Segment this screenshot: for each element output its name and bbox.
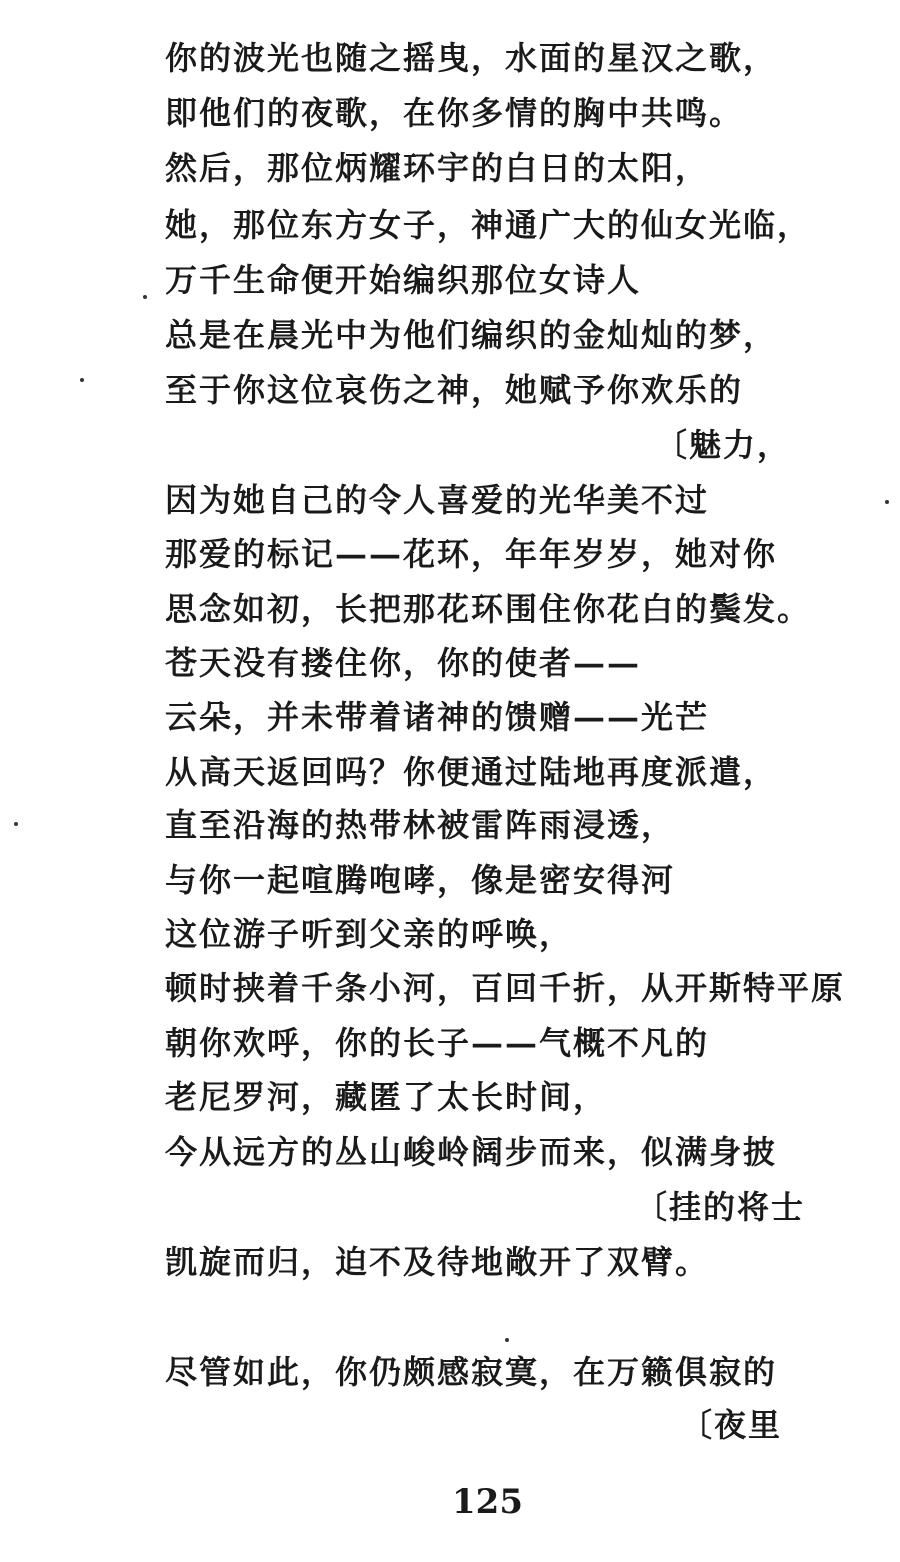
poem-line: 云朵，并未带着诸神的馈赠——光芒 [165, 698, 710, 736]
scan-speck [505, 1338, 509, 1342]
poem-line: 从高天返回吗？你便通过陆地再度派遣， [165, 753, 778, 791]
poem-line-continuation: 〔夜里 [680, 1406, 783, 1444]
poem-line: 思念如初，长把那花环围住你花白的鬓发。 [165, 590, 812, 628]
scan-speck [885, 500, 889, 504]
poem-line: 那爱的标记——花环，年年岁岁，她对你 [165, 535, 778, 573]
poem-line: 尽管如此，你仍颇感寂寞，在万籁俱寂的 [165, 1353, 778, 1391]
poem-line: 凯旋而归，迫不及待地敞开了双臂。 [165, 1243, 710, 1281]
poem-line: 至于你这位哀伤之神，她赋予你欢乐的 [165, 371, 744, 409]
poem-line: 万千生命便开始编织那位女诗人 [165, 261, 642, 299]
poem-line: 这位游子听到父亲的呼唤， [165, 915, 574, 953]
poem-line: 顿时挟着千条小河，百回千折，从开斯特平原 [165, 969, 846, 1007]
poem-line: 与你一起喧腾咆哮，像是密安得河 [165, 861, 676, 899]
scan-speck [14, 822, 18, 826]
poem-line-continuation: 〔挂的将士 [635, 1188, 806, 1226]
poem-line-continuation: 〔魅力， [655, 426, 792, 464]
poem-line: 直至沿海的热带林被雷阵雨浸透， [165, 806, 676, 844]
scan-speck [80, 378, 84, 382]
page-number: 125 [452, 1482, 523, 1522]
poem-line: 总是在晨光中为他们编织的金灿灿的梦， [165, 316, 778, 354]
poem-line: 你的波光也随之摇曳，水面的星汉之歌， [165, 39, 778, 77]
poem-line: 今从远方的丛山峻岭阔步而来，似满身披 [165, 1133, 778, 1171]
poem-line: 因为她自己的令人喜爱的光华美不过 [165, 481, 710, 519]
poem-line: 即他们的夜歌，在你多情的胸中共鸣。 [165, 94, 744, 132]
poem-line: 然后，那位炳耀环宇的白日的太阳， [165, 149, 710, 187]
poem-line: 她，那位东方女子，神通广大的仙女光临， [165, 206, 812, 244]
poem-line: 苍天没有搂住你，你的使者—— [165, 644, 642, 682]
poem-line: 朝你欢呼，你的长子——气概不凡的 [165, 1024, 710, 1062]
scan-speck [143, 295, 147, 299]
poem-line: 老尼罗河，藏匿了太长时间， [165, 1078, 608, 1116]
